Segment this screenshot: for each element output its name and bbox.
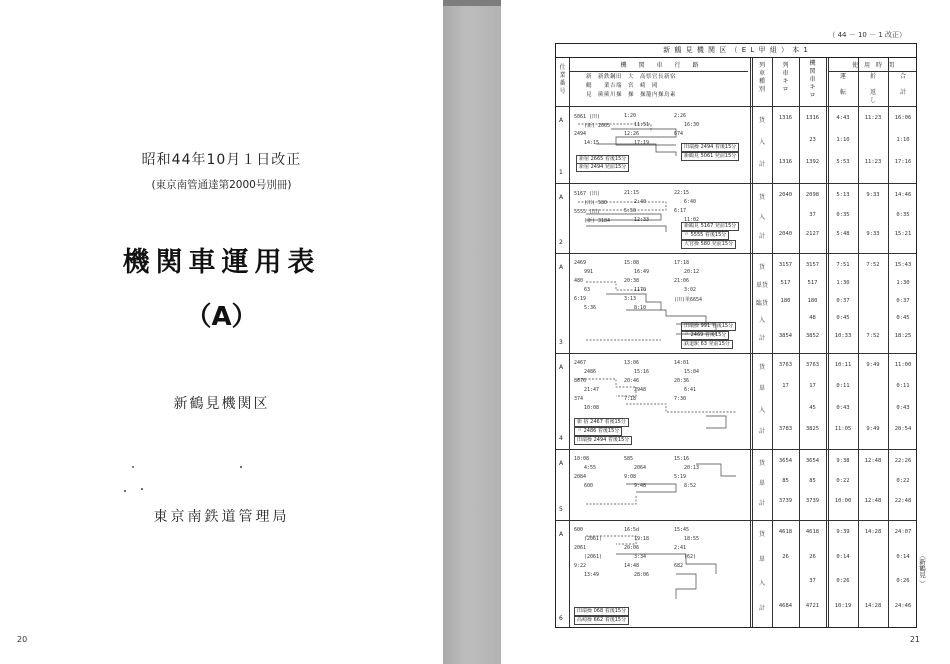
kikan-km-cell: 2098 (805, 192, 820, 198)
ressha-km-cell: 3783 (778, 425, 793, 432)
ressha-km-cell: 3157 (778, 262, 793, 268)
diagram-label: 1:20 (624, 113, 637, 119)
goukei-cell: 15:43 (894, 262, 912, 268)
depot-name: 新鶴見機関区 (173, 396, 270, 412)
kikan-km-cell: 3763 (805, 362, 820, 368)
ressha-km-cell: 4618 (778, 529, 793, 535)
shiyo-label: A (559, 364, 564, 371)
scan-speck (240, 466, 242, 468)
diagram-label: 2:26 (674, 113, 687, 119)
book-gutter (443, 0, 501, 664)
unten-cell: 0:35 (836, 211, 850, 218)
scan-speck (124, 490, 126, 492)
diagram-label: 674 (674, 131, 684, 137)
unten-cell: 5:53 (836, 159, 850, 165)
types-cell: 貨 (758, 364, 765, 371)
shiyo-label: 3 (559, 339, 563, 346)
unten-cell: 0:26 (836, 578, 850, 584)
diagram-label: 12:26 (624, 131, 640, 137)
diagram-label: 2084 (574, 474, 587, 480)
diagram-label: 22:15 (674, 190, 690, 196)
shiyo-label: 1 (559, 169, 563, 176)
ressha-km-cell: 180 (780, 297, 791, 304)
unten-cell: 0:37 (836, 297, 850, 304)
diagram-label: 63 (584, 287, 591, 293)
diagram-label: 6:19 (574, 296, 587, 302)
diagram-label: 28:06 (634, 572, 650, 578)
diagram-label: 20:13 (684, 465, 700, 471)
diagram-label: 2467 (574, 360, 587, 366)
orikaeshi-cell: 9:49 (866, 362, 880, 368)
types-cell: 計 (758, 500, 765, 507)
types-cell: 入 (758, 406, 765, 414)
unten-cell: 4:43 (836, 115, 850, 121)
diagram-label: 20:46 (624, 378, 640, 384)
locomotive-timetable (555, 43, 917, 628)
diagram-label: 14:15 (584, 140, 600, 146)
header-resshakiro: 列 車 キ ロ (782, 62, 789, 93)
diagram-label: 600 (574, 527, 584, 533)
shiyo-label: 5 (559, 506, 563, 513)
header-kikansha: 機 関 車 キ ロ (809, 60, 816, 99)
goukei-cell: 0:22 (896, 478, 910, 484)
unten-cell: 7:51 (836, 262, 850, 268)
unten-cell: 5:13 (836, 192, 850, 198)
diagram-label: 5061 (田) (574, 114, 601, 120)
shiyo-label: A (559, 194, 564, 201)
unten-cell: 10:00 (834, 498, 852, 504)
diagram-label: 2:40 (634, 199, 647, 205)
diagram-label: 20:06 (624, 545, 640, 551)
diagram-label: 16:49 (634, 269, 650, 275)
goukei-cell: 17:16 (894, 159, 912, 165)
route-note: 田端操 2494 着後15分 (574, 436, 632, 445)
unten-cell: 0:11 (836, 383, 850, 390)
route-note: 〃 2469 着後15分 (681, 331, 729, 340)
route-note: 鉄道駅 63 発前15分 (681, 340, 733, 349)
goukei-cell: 14:46 (894, 192, 912, 198)
diagram-label: 2061 (574, 545, 587, 551)
types-cell: 貨 (758, 117, 765, 124)
unten-cell: 10:19 (834, 602, 852, 609)
types-cell: 貨 (758, 194, 765, 201)
diagram-label: (2061) (584, 536, 603, 542)
types-cell: 単 (758, 385, 765, 393)
diagram-label: 2494 (574, 131, 587, 137)
ressha-km-cell: 4684 (778, 602, 793, 609)
orikaeshi-cell: 7:52 (866, 333, 880, 340)
kikan-km-cell: 1392 (805, 159, 820, 165)
diagram-label: 12:33 (634, 217, 650, 223)
diagram-label: 13:49 (584, 572, 600, 578)
diagram-label: 16:30 (684, 122, 700, 128)
shiyo-label: 6 (559, 615, 563, 622)
ressha-km-cell: 3739 (778, 498, 793, 504)
ressha-km-cell: 26 (782, 553, 789, 560)
kikan-km-cell: 3852 (805, 333, 820, 340)
diagram-label: 4:55 (584, 465, 597, 471)
route-note: 〃 5555 着後15分 (681, 231, 729, 240)
ressha-km-cell: 85 (782, 478, 789, 484)
left-page (0, 0, 443, 664)
types-cell: 入 (758, 139, 765, 146)
diagram-label: 374 (574, 396, 584, 402)
route-note: 新 宿 2467 着後15分 (574, 418, 629, 427)
document-title: 機関車運用表 (122, 247, 321, 278)
right-page (501, 0, 950, 664)
kikan-km-cell: 2127 (805, 231, 820, 238)
diagram-label: 15:04 (684, 369, 700, 375)
shiyo-label: 2 (559, 239, 563, 246)
types-cell: 入 (758, 213, 765, 221)
unten-cell: 1:30 (836, 279, 850, 286)
unten-cell: 5:48 (836, 231, 850, 238)
goukei-cell: 0:43 (896, 404, 910, 411)
route-note: 高崎操 662 着後15分 (574, 616, 629, 625)
ressha-km-cell: 3654 (778, 458, 793, 464)
diagram-label: 17:18 (674, 260, 690, 266)
bureau-name: 東京南鉄道管理局 (153, 509, 290, 525)
types-cell: 貨 (758, 531, 765, 538)
reference-note: (東京南管通達第2000号別冊) (151, 179, 292, 191)
route-note: 田端操 2494 着後15分 (681, 143, 739, 152)
diagram-label: 5:50 (624, 208, 637, 214)
diagram-label: 20:36 (674, 378, 690, 384)
kikan-km-cell: 180 (807, 297, 818, 304)
route-note: 新宿 2494 発前15分 (576, 163, 629, 172)
kikan-km-cell: 37 (809, 211, 816, 218)
shiyo-label: A (559, 531, 564, 538)
types-cell: 入 (758, 580, 765, 587)
kikan-km-cell: 4721 (805, 602, 820, 609)
kikan-km-cell: 48 (809, 315, 816, 322)
header-goukei: 合 計 (899, 73, 906, 96)
ressha-km-cell: 1316 (778, 115, 793, 121)
diagram-label: 20:12 (684, 269, 700, 275)
diagram-label: 2064 (634, 465, 647, 471)
unten-cell: 10:33 (834, 333, 852, 340)
diagram-label: 7:18 (624, 396, 637, 402)
unten-cell: 10:11 (834, 362, 852, 368)
scan-speck (132, 466, 134, 468)
route-note: 新宿 2665 着後15分 (576, 155, 629, 164)
diagram-label: 600 (584, 483, 594, 489)
header-ressha: 列 車 種 別 (758, 62, 765, 93)
diagram-label: 991 (584, 269, 594, 275)
diagram-label: (新) 2665 (584, 123, 611, 129)
side-note: （新鶴見 ） (918, 552, 926, 587)
goukei-cell: 16:06 (894, 115, 912, 121)
diagram-label: 7:30 (674, 396, 687, 402)
diagram-label: 6:40 (684, 199, 697, 205)
header-stations: 機 関 車 行 路 (620, 62, 699, 69)
orikaeshi-cell: 11:23 (864, 159, 882, 165)
diagram-label: 6:17 (674, 208, 687, 214)
diagram-label: 10:08 (584, 405, 600, 411)
diagram-label: 11:02 (684, 217, 700, 223)
diagram-label: 2486 (584, 369, 597, 375)
unten-cell: 1:10 (836, 137, 850, 143)
orikaeshi-cell: 14:28 (864, 602, 882, 609)
types-cell: 計 (758, 335, 765, 343)
kikan-km-cell: 3825 (805, 425, 820, 432)
page-number-right: 21 (909, 635, 920, 644)
types-cell: 単 (758, 480, 765, 487)
kikan-km-cell: 17 (809, 383, 816, 390)
goukei-cell: 22:26 (894, 458, 912, 464)
goukei-cell: 18:25 (894, 333, 912, 340)
diagram-label: 9:22 (574, 563, 587, 569)
kikan-km-cell: 3157 (805, 262, 820, 268)
ressha-km-cell: 1316 (778, 159, 793, 165)
diagram-label: 21:06 (674, 278, 690, 284)
diagram-label: 19:18 (634, 536, 650, 542)
diagram-label: 9:48 (634, 483, 647, 489)
diagram-label: (2061) (584, 554, 603, 560)
ressha-km-cell: 2040 (778, 231, 793, 238)
diagram-label: 21:15 (624, 190, 640, 196)
goukei-cell: 20:54 (894, 425, 912, 432)
unten-cell: 11:05 (834, 425, 852, 432)
route-note: 田端操 068 着後15分 (574, 607, 629, 616)
diagram-label: 585 (624, 456, 634, 462)
diagram-label: 8:52 (684, 483, 697, 489)
diagram-label: 1170 (634, 287, 647, 293)
kikan-km-cell: 85 (809, 478, 816, 484)
revision-note: （ 44 － 10 － 1 改正） (828, 31, 906, 39)
types-cell: 計 (758, 233, 765, 241)
scanner-edge (443, 0, 501, 6)
types-cell: 単貨 (755, 281, 768, 289)
header-shiyo: 仕 業 番 号 (559, 64, 566, 95)
station-row-2: 鶴 業吉端 宮 崎 岡 (586, 83, 659, 89)
diagram-label: 17:19 (634, 140, 650, 146)
diagram-label: 682 (674, 563, 684, 569)
diagram-label: (田)単6654 (674, 297, 703, 303)
kikan-km-cell: 23 (809, 137, 816, 143)
diagram-label: 3:02 (684, 287, 697, 293)
kikan-km-cell: 37 (809, 578, 816, 584)
diagram-label: 16:5d (624, 527, 640, 533)
types-cell: 計 (758, 161, 765, 168)
kikan-km-cell: 1316 (805, 115, 820, 121)
table-title: 新 鶴 見 機 関 区 （ E L 甲 組 ） 本 1 (556, 44, 916, 58)
goukei-cell: 0:14 (896, 553, 910, 560)
kikan-km-cell: 45 (809, 404, 816, 411)
diagram-label: 14:01 (674, 360, 690, 366)
diagram-label: 5167 (田) (574, 191, 601, 197)
orikaeshi-cell: 9:49 (866, 425, 880, 432)
goukei-cell: 15:21 (894, 231, 912, 238)
diagram-label: 8676 (574, 378, 587, 384)
kikan-km-cell: 517 (807, 279, 818, 286)
station-row-1: 新 新鉄鋼田 大 高県官長新宿 (586, 74, 677, 80)
diagram-label: 15:16 (634, 369, 650, 375)
kikan-km-cell: 26 (809, 553, 816, 560)
orikaeshi-cell: 7:52 (866, 262, 880, 268)
unten-cell: 0:14 (836, 553, 850, 560)
document-subtitle: （A） (185, 302, 258, 332)
route-note: 田端操 991 着後15分 (681, 322, 736, 331)
orikaeshi-cell: 9:33 (866, 231, 880, 238)
diagram-label: (新) 3184 (584, 218, 611, 224)
diagram-label: 3:13 (624, 296, 637, 302)
types-cell: 貨 (758, 460, 765, 467)
revision-date: 昭和44年10月１日改正 (141, 152, 302, 168)
ressha-km-cell: 3854 (778, 333, 793, 340)
goukei-cell: 0:45 (896, 315, 910, 322)
goukei-cell: 0:11 (896, 383, 910, 390)
diagram-label: 21:47 (584, 387, 600, 393)
diagram-label: 15:16 (674, 456, 690, 462)
diagram-label: 10:08 (574, 456, 590, 462)
unten-cell: 0:22 (836, 478, 850, 484)
kikan-km-cell: 4618 (805, 529, 820, 535)
goukei-cell: 0:35 (896, 211, 910, 218)
diagram-label: 11:51 (634, 122, 650, 128)
unten-cell: 9:38 (836, 458, 850, 464)
diagram-label: (62) (684, 554, 697, 560)
types-cell: 入 (758, 317, 765, 325)
goukei-cell: 0:37 (896, 297, 910, 304)
ressha-km-cell: 17 (782, 383, 789, 390)
diagram-label: 18:55 (684, 536, 700, 542)
diagram-label: 2469 (574, 260, 587, 266)
orikaeshi-cell: 12:48 (864, 498, 882, 504)
ressha-km-cell: 2040 (778, 192, 793, 198)
page-number-left: 20 (17, 635, 28, 644)
goukei-cell: 22:48 (894, 498, 912, 504)
kikan-km-cell: 3654 (805, 458, 820, 464)
shiyo-label: A (559, 460, 564, 467)
header-shiyojikan: 使 用 時 間 (851, 62, 894, 69)
orikaeshi-cell: 11:23 (864, 115, 882, 121)
types-cell: 単 (758, 555, 765, 563)
diagram-label: 6:41 (684, 387, 697, 393)
types-cell: 計 (758, 427, 765, 435)
unten-cell: 0:43 (836, 404, 850, 411)
ressha-km-cell: 3763 (778, 362, 793, 368)
diagram-label: 5555 (田) (574, 209, 601, 215)
header-kaiten: 運 転 (839, 73, 846, 96)
shiyo-label: A (559, 117, 564, 124)
diagram-label: 2948 (634, 387, 647, 393)
goukei-cell: 24:46 (894, 602, 912, 609)
goukei-cell: 1:30 (896, 279, 910, 286)
shiyo-label: 4 (559, 435, 563, 442)
station-row-3: 見 蕨蕨川操 操 操籠内操鳥素 (586, 92, 677, 98)
diagram-label: 2:41 (674, 545, 687, 551)
goukei-cell: 11:00 (894, 362, 912, 368)
goukei-cell: 0:26 (896, 578, 910, 584)
kikan-km-cell: 3739 (805, 498, 820, 504)
shiyo-label: A (559, 264, 564, 271)
goukei-cell: 1:10 (896, 137, 910, 143)
route-note: 〃 2486 着後15分 (574, 427, 622, 436)
route-note: 新鶴見 5167 発前15分 (681, 222, 739, 231)
diagram-label: 9:08 (624, 474, 637, 480)
header-orikaeshi: 折 返 し (869, 73, 876, 104)
diagram-label: 20:38 (624, 278, 640, 284)
diagram-label: 3:34 (634, 554, 647, 560)
orikaeshi-cell: 14:28 (864, 529, 882, 535)
diagram-label: 5:36 (584, 305, 597, 311)
unten-cell: 9:39 (836, 529, 850, 535)
route-note: 新鶴見 5061 発前15分 (681, 152, 739, 161)
orikaeshi-cell: 12:48 (864, 458, 882, 464)
route-note: 大宮操 580 発前15分 (681, 240, 736, 249)
unten-cell: 0:45 (836, 315, 850, 322)
diagram-label: 13:06 (624, 360, 640, 366)
diagram-label: 480 (574, 278, 584, 284)
diagram-label: 15:45 (674, 527, 690, 533)
goukei-cell: 24:07 (894, 529, 912, 535)
types-cell: 臨貨 (755, 299, 768, 307)
diagram-label: 14:48 (624, 563, 640, 569)
diagram-label: 8:10 (634, 305, 647, 311)
diagram-label: 15:08 (624, 260, 640, 266)
types-cell: 貨 (758, 264, 765, 271)
ressha-km-cell: 517 (780, 279, 791, 286)
route-diagram-lines (556, 44, 918, 629)
scan-speck (141, 488, 143, 490)
orikaeshi-cell: 9:33 (866, 192, 880, 198)
types-cell: 計 (758, 604, 765, 612)
diagram-label: 5:19 (674, 474, 687, 480)
diagram-label: (田) 580 (584, 200, 608, 206)
